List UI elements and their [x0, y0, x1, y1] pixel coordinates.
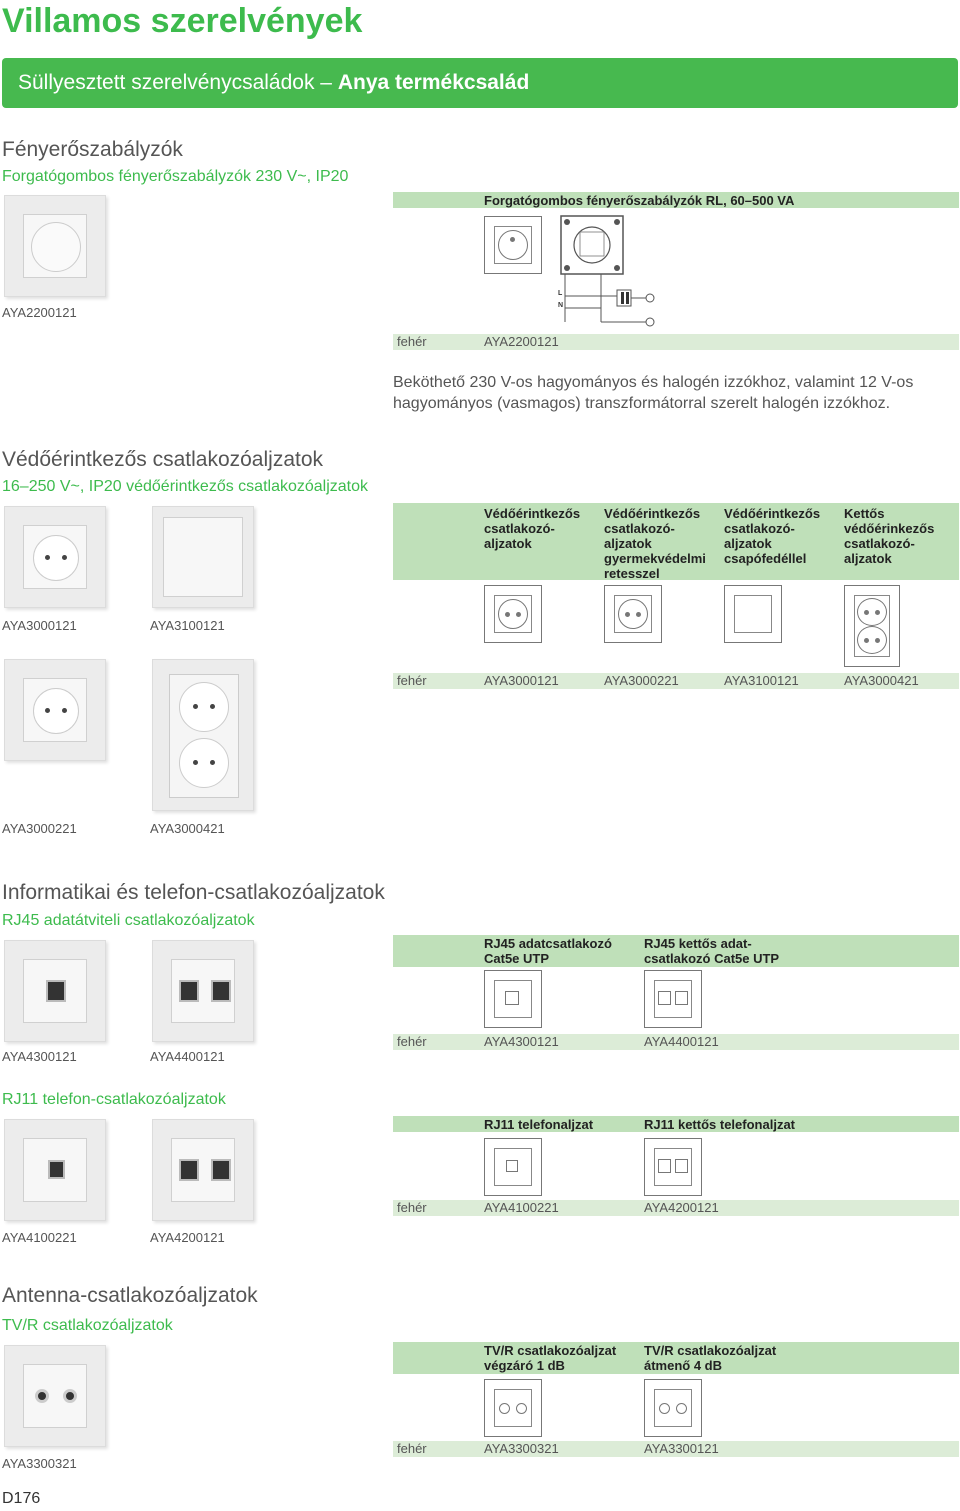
antenna-photo-code: AYA3300321	[2, 1456, 77, 1471]
socket-header: Védőérintkezős csatlakozó- aljzatok Védőérintkezős csatlakozó- aljzatok gyermekvédelmi retesszel Védőérintkezős csatlakozó- aljzatok csapófedéllel Kettős védőérinkezős csatlakozó- aljzatok	[393, 503, 959, 580]
rj45-header: RJ45 adatcsatlakozó Cat5e UTP RJ45 kettős adat- csatlakozó Cat5e UTP	[393, 935, 959, 967]
rj45-diagram-2	[644, 970, 702, 1028]
rj11-photo-1	[4, 1119, 106, 1221]
dimmer-desc-line1: Beköthető 230 V-os hagyományos és halogén izzókhoz, valamint 12 V-os	[393, 374, 914, 391]
rj45-subtitle: RJ45 adatátviteli csatlakozóaljzatok	[2, 912, 255, 929]
dimmer-diagram	[484, 216, 542, 274]
banner-prefix: Süllyesztett szerelvénycsaládok –	[18, 71, 338, 94]
rj11-diagram-1	[484, 1138, 542, 1196]
dimmer-knob	[31, 222, 81, 272]
rj11-subtitle: RJ11 telefon-csatlakozóaljzatok	[2, 1091, 226, 1108]
wire-n-label: N	[558, 302, 564, 309]
rj45-photo-2	[152, 940, 254, 1042]
dimmer-header	[393, 192, 959, 208]
socket-photo-code-3: AYA3000221	[2, 821, 77, 836]
antenna-subtitle: TV/R csatlakozóaljzatok	[2, 1317, 173, 1334]
rj45-photo-code-2: AYA4400121	[150, 1049, 225, 1064]
dimmer-photo-code: AYA2200121	[2, 305, 77, 320]
rj45-photo-1	[4, 940, 106, 1042]
dimmer-description	[393, 372, 913, 414]
rj45-color: fehér	[397, 1034, 427, 1049]
sockets-title: Védőérintkezős csatlakozóaljzatok	[2, 448, 324, 471]
socket-code-3: AYA3100121	[724, 673, 799, 688]
socket-diagram-3	[724, 585, 782, 643]
socket-code-1: AYA3000121	[484, 673, 559, 688]
socket-photo-2	[152, 506, 254, 608]
antenna-diagram-2	[644, 1379, 702, 1437]
rj45-diagram-1	[484, 970, 542, 1028]
rj45-code-2: AYA4400121	[644, 1034, 719, 1049]
antenna-title: Antenna-csatlakozóaljzatok	[2, 1284, 258, 1307]
page-title: Villamos szerelvények	[2, 2, 363, 40]
rj11-photo-code-1: AYA4100221	[2, 1230, 77, 1245]
socket-code-4: AYA3000421	[844, 673, 919, 688]
rj11-code-row	[393, 1200, 959, 1216]
dimmer-code-row	[393, 334, 959, 350]
rj11-photo-code-2: AYA4200121	[150, 1230, 225, 1245]
rj11-photo-2	[152, 1119, 254, 1221]
wire-l-label: L	[558, 290, 563, 297]
socket-color: fehér	[397, 673, 427, 688]
socket-photo-code-4: AYA3000421	[150, 821, 225, 836]
rj45-code-row	[393, 1034, 959, 1050]
banner-bold: Anya termékcsalád	[337, 71, 530, 94]
dimmers-subtitle: Forgatógombos fényerőszabályzók 230 V~, IP20	[2, 168, 349, 185]
dimmer-code: AYA2200121	[484, 334, 559, 349]
antenna-code-row	[393, 1441, 959, 1457]
rj11-diagram-2	[644, 1138, 702, 1196]
dimmer-photo	[4, 195, 106, 297]
wiring-diagram-icon	[555, 212, 675, 332]
rj45-code-1: AYA4300121	[484, 1034, 559, 1049]
antenna-color: fehér	[397, 1441, 427, 1456]
dimmers-title: Fényerőszabályzók	[2, 138, 183, 161]
section-banner	[2, 58, 958, 108]
socket-diagram-2	[604, 585, 662, 643]
data-sockets-title: Informatikai és telefon-csatlakozóaljzatok	[2, 881, 385, 904]
dimmer-color: fehér	[397, 334, 427, 349]
socket-diagram-1	[484, 585, 542, 643]
socket-code-2: AYA3000221	[604, 673, 679, 688]
page-number: D176	[2, 1490, 41, 1507]
antenna-code-1: AYA3300321	[484, 1441, 559, 1456]
antenna-photo	[4, 1345, 106, 1447]
socket-code-row	[393, 673, 959, 689]
rj11-header: RJ11 telefonaljzat RJ11 kettős telefonaljzat	[393, 1116, 959, 1132]
rj45-photo-code-1: AYA4300121	[2, 1049, 77, 1064]
antenna-code-2: AYA3300121	[644, 1441, 719, 1456]
antenna-header: TV/R csatlakozóaljzat végzáró 1 dB TV/R csatlakozóaljzat átmenő 4 dB	[393, 1342, 959, 1374]
socket-photo-4	[152, 659, 254, 811]
socket-photo-3	[4, 659, 106, 761]
dimmer-header-text: Forgatógombos fényerőszabályzók RL, 60–500 VA	[484, 193, 795, 208]
socket-photo-1	[4, 506, 106, 608]
rj11-code-2: AYA4200121	[644, 1200, 719, 1215]
socket-photo-code-1: AYA3000121	[2, 618, 77, 633]
socket-photo-code-2: AYA3100121	[150, 618, 225, 633]
rj11-color: fehér	[397, 1200, 427, 1215]
sockets-subtitle: 16–250 V~, IP20 védőérintkezős csatlakozóaljzatok	[2, 478, 369, 495]
rj11-code-1: AYA4100221	[484, 1200, 559, 1215]
antenna-diagram-1	[484, 1379, 542, 1437]
dimmer-desc-line2: hagyományos (vasmagos) transzformátorral szerelt halogén izzókhoz.	[393, 395, 891, 412]
socket-diagram-4	[844, 585, 900, 667]
